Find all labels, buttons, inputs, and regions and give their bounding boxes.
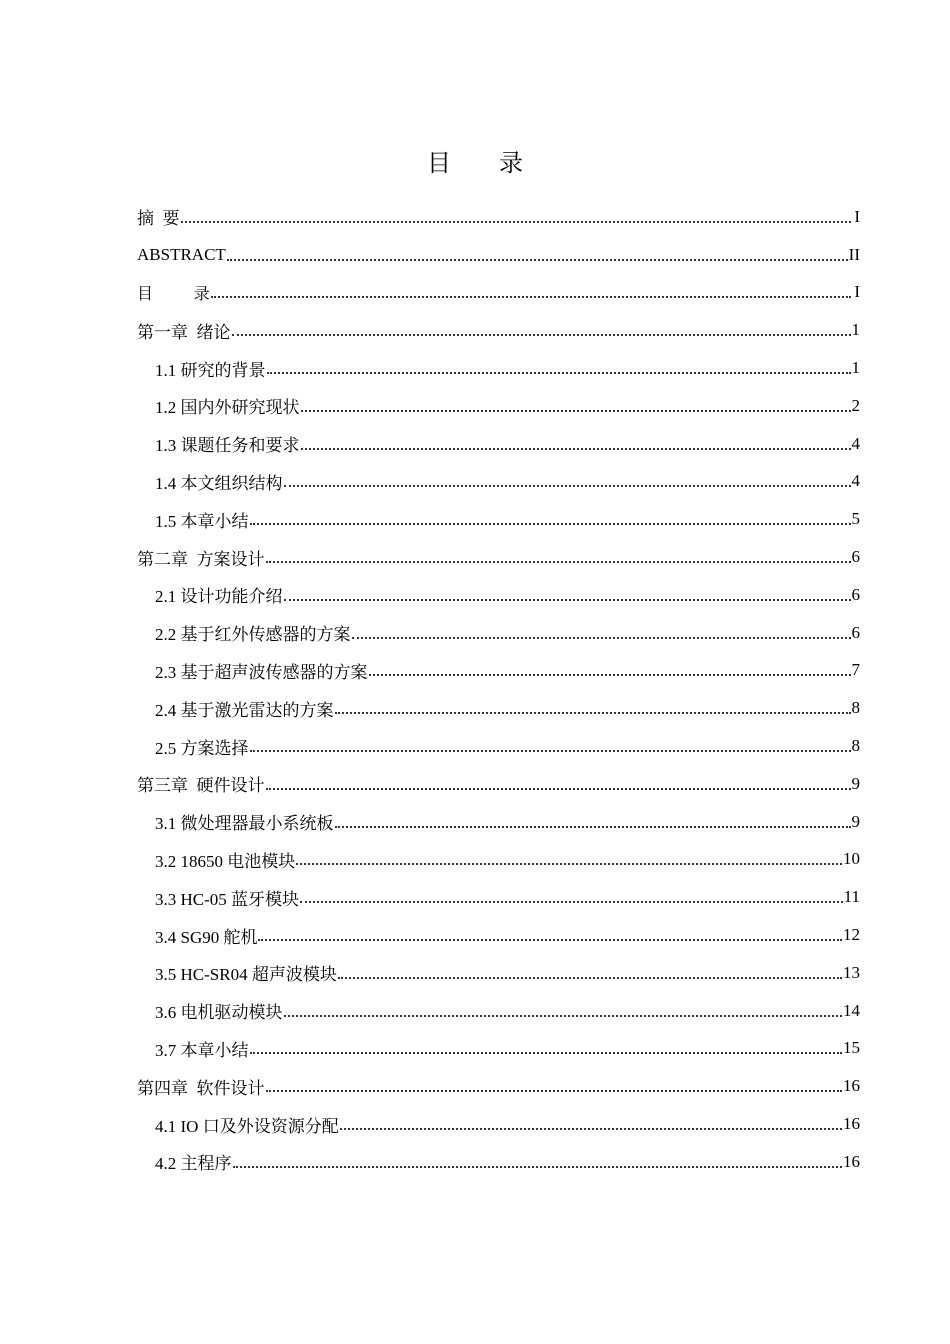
toc-page-number: 1 bbox=[851, 320, 860, 340]
toc-entry-label: 3.2 18650 电池模块 bbox=[155, 847, 295, 872]
dot-leader bbox=[258, 925, 842, 945]
toc-entry-4-1[interactable] bbox=[137, 1105, 860, 1143]
toc-page-number: 1 bbox=[851, 358, 860, 378]
dot-leader bbox=[284, 471, 851, 491]
toc-entry-2-5[interactable] bbox=[137, 727, 860, 765]
toc-page-number: 4 bbox=[851, 471, 860, 491]
toc-entry-1-5[interactable] bbox=[137, 500, 860, 538]
dot-leader bbox=[267, 358, 851, 378]
toc-entry-label: 2.4 基于激光雷达的方案 bbox=[155, 696, 334, 721]
toc-page-number: 9 bbox=[851, 811, 860, 831]
toc-page-number: I bbox=[854, 282, 860, 302]
toc-page-number: 6 bbox=[851, 584, 860, 604]
title-char-2: 录 bbox=[499, 149, 523, 177]
toc-entry-3-2[interactable] bbox=[137, 841, 860, 879]
dot-leader bbox=[340, 1114, 842, 1134]
toc-page-number: 11 bbox=[843, 887, 860, 907]
toc-page-number: 12 bbox=[843, 925, 860, 945]
page-title bbox=[0, 146, 950, 180]
dot-leader bbox=[335, 698, 851, 718]
toc-entry-label: 摘 要 bbox=[137, 204, 180, 229]
dot-leader bbox=[338, 963, 842, 983]
toc-entry-label: 1.3 课题任务和要求 bbox=[155, 431, 300, 456]
toc-page-number: 6 bbox=[851, 547, 860, 567]
toc-page-number: 16 bbox=[843, 1076, 860, 1096]
toc-entry-label: 3.5 HC-SR04 超声波模块 bbox=[155, 960, 337, 985]
toc-page-number: 16 bbox=[843, 1114, 860, 1134]
toc-entry-chapter-1[interactable] bbox=[137, 311, 860, 349]
toc-page-number: I bbox=[854, 206, 860, 226]
toc-entry-label: 1.2 国内外研究现状 bbox=[155, 393, 300, 418]
dot-leader bbox=[266, 774, 851, 794]
toc-entry-2-2[interactable] bbox=[137, 614, 860, 652]
toc-entry-label: 第二章 方案设计 bbox=[137, 545, 265, 570]
toc-entry-3-5[interactable] bbox=[137, 954, 860, 992]
toc-entry-2-1[interactable] bbox=[137, 576, 860, 614]
toc-entry-2-3[interactable] bbox=[137, 652, 860, 690]
dot-leader bbox=[296, 849, 842, 869]
toc-entry-3-6[interactable] bbox=[137, 992, 860, 1030]
toc-page-number: 13 bbox=[843, 962, 860, 982]
toc-entry-label: 2.1 设计功能介绍 bbox=[155, 582, 283, 607]
toc-page-number: 5 bbox=[851, 509, 860, 529]
toc-entry-label: 目 录 bbox=[137, 281, 210, 304]
toc-entry-label: 2.2 基于红外传感器的方案 bbox=[155, 620, 351, 645]
dot-leader bbox=[335, 812, 851, 832]
toc-entry-3-7[interactable] bbox=[137, 1030, 860, 1068]
toc-entry-label: 3.7 本章小结 bbox=[155, 1036, 249, 1061]
toc-entry-label: 3.6 电机驱动模块 bbox=[155, 998, 283, 1023]
dot-leader bbox=[181, 207, 852, 227]
toc-page-number: 14 bbox=[843, 1000, 860, 1020]
toc-entry-contents[interactable] bbox=[137, 274, 860, 312]
dot-leader bbox=[284, 1001, 843, 1021]
dot-leader bbox=[211, 282, 851, 302]
toc-page-number: 15 bbox=[843, 1038, 860, 1058]
toc-entry-abstract-en[interactable] bbox=[137, 236, 860, 274]
table-of-contents bbox=[137, 198, 860, 1181]
toc-entry-label: 1.4 本文组织结构 bbox=[155, 469, 283, 494]
toc-entry-1-3[interactable] bbox=[137, 425, 860, 463]
toc-entry-label: 3.3 HC-05 蓝牙模块 bbox=[155, 885, 299, 910]
dot-leader bbox=[284, 585, 851, 605]
dot-leader bbox=[301, 434, 851, 454]
toc-entry-label: 4.2 主程序 bbox=[155, 1149, 232, 1174]
dot-leader bbox=[232, 320, 851, 340]
toc-entry-label: 1.1 研究的背景 bbox=[155, 356, 266, 381]
dot-leader bbox=[369, 660, 851, 680]
dot-leader bbox=[301, 396, 851, 416]
toc-page-number: 9 bbox=[851, 773, 860, 793]
toc-entry-1-2[interactable] bbox=[137, 387, 860, 425]
dot-leader bbox=[250, 1038, 843, 1058]
toc-entry-3-1[interactable] bbox=[137, 803, 860, 841]
toc-page-number: 4 bbox=[851, 433, 860, 453]
toc-entry-2-4[interactable] bbox=[137, 689, 860, 727]
toc-page-number: 16 bbox=[843, 1151, 860, 1171]
toc-entry-4-2[interactable] bbox=[137, 1143, 860, 1181]
dot-leader bbox=[233, 1152, 843, 1172]
toc-entry-label: 3.1 微处理器最小系统板 bbox=[155, 809, 334, 834]
toc-entry-label: 4.1 IO 口及外设资源分配 bbox=[155, 1112, 339, 1137]
toc-page-number: 8 bbox=[851, 736, 860, 756]
toc-entry-abstract-cn[interactable] bbox=[137, 198, 860, 236]
toc-page-number: 10 bbox=[843, 849, 860, 869]
toc-entry-label: 3.4 SG90 舵机 bbox=[155, 923, 257, 948]
toc-entry-label: 2.3 基于超声波传感器的方案 bbox=[155, 658, 368, 683]
dot-leader bbox=[352, 623, 851, 643]
toc-entry-chapter-4[interactable] bbox=[137, 1067, 860, 1105]
toc-entry-label: 1.5 本章小结 bbox=[155, 507, 249, 532]
dot-leader bbox=[266, 1076, 843, 1096]
toc-entry-3-3[interactable] bbox=[137, 878, 860, 916]
dot-leader bbox=[250, 736, 851, 756]
toc-page-number: II bbox=[848, 244, 860, 264]
toc-page-number: 8 bbox=[851, 698, 860, 718]
toc-page-number: 2 bbox=[851, 395, 860, 415]
toc-entry-label: ABSTRACT bbox=[137, 244, 226, 264]
title-char-1: 目 bbox=[427, 149, 451, 177]
dot-leader bbox=[227, 245, 848, 265]
toc-entry-chapter-3[interactable] bbox=[137, 765, 860, 803]
toc-page-number: 6 bbox=[851, 622, 860, 642]
toc-entry-label: 第三章 硬件设计 bbox=[137, 771, 265, 796]
toc-entry-3-4[interactable] bbox=[137, 916, 860, 954]
toc-entry-chapter-2[interactable] bbox=[137, 538, 860, 576]
toc-page-number: 7 bbox=[851, 660, 860, 680]
dot-leader bbox=[250, 509, 851, 529]
toc-entry-1-1[interactable] bbox=[137, 349, 860, 387]
toc-entry-label: 第一章 绪论 bbox=[137, 318, 231, 343]
toc-entry-label: 第四章 软件设计 bbox=[137, 1074, 265, 1099]
toc-entry-label: 2.5 方案选择 bbox=[155, 734, 249, 759]
toc-entry-1-4[interactable] bbox=[137, 463, 860, 501]
dot-leader bbox=[300, 887, 843, 907]
dot-leader bbox=[266, 547, 851, 567]
